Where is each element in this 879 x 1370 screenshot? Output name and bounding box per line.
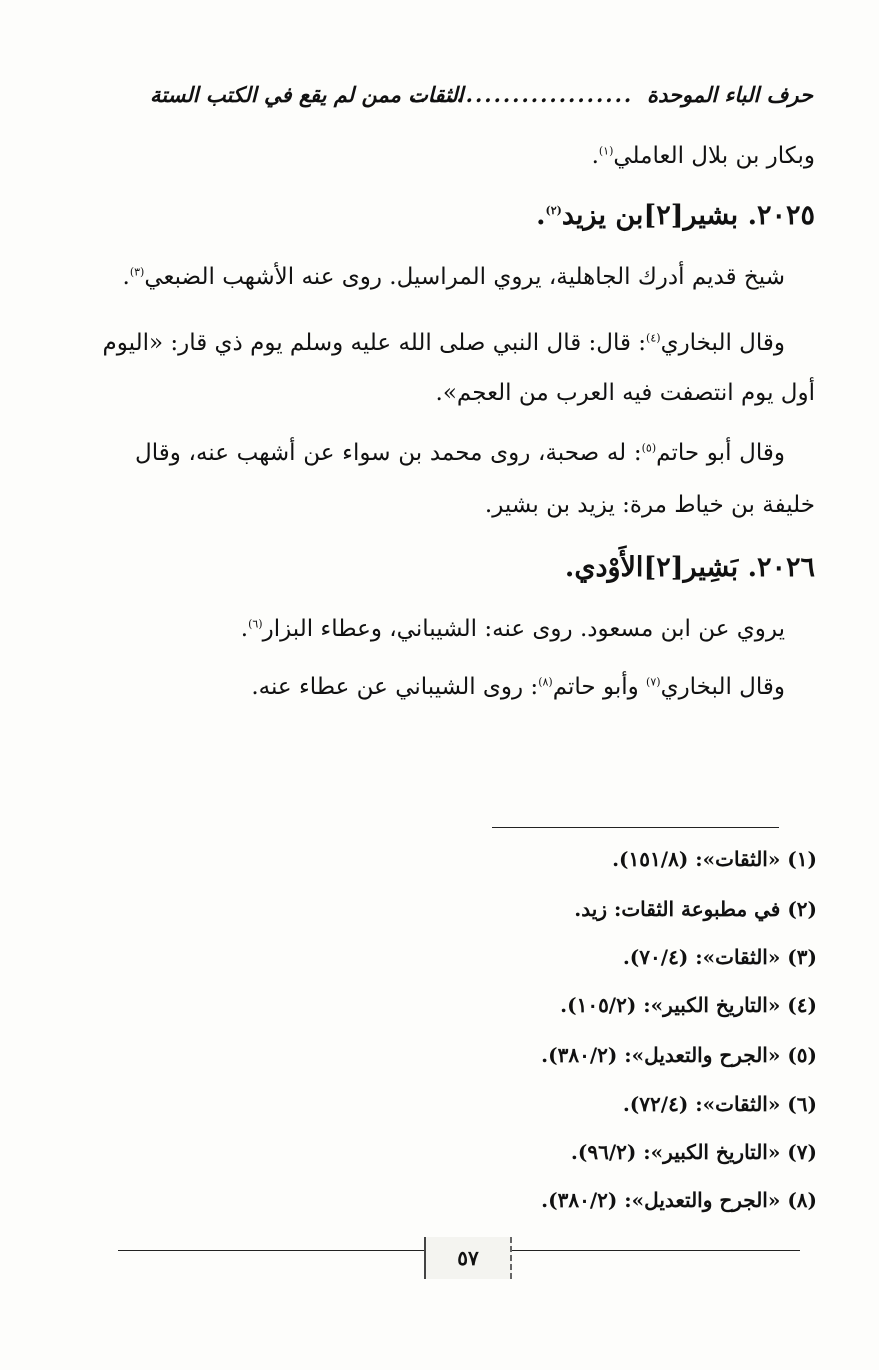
footnote-2: (٢) في مطبوعة الثقات: زيد. bbox=[574, 897, 817, 921]
footnote-ref-7: (٧) bbox=[646, 675, 661, 689]
page-number-text: ٥٧ bbox=[457, 1246, 479, 1270]
entry-name: بشير bbox=[683, 200, 739, 231]
period: . bbox=[240, 616, 249, 642]
footer-rule-right bbox=[508, 1250, 800, 1251]
paragraph-5 bbox=[251, 674, 785, 700]
paragraph-4 bbox=[241, 616, 785, 642]
paragraph-text: يروي عن ابن مسعود. روى عنه: الشيباني، وعطاء البزار bbox=[262, 616, 785, 642]
page-number bbox=[424, 1237, 512, 1279]
footnote-8: (٨) «الجرح والتعديل»: (٣٨٠/٢). bbox=[541, 1188, 817, 1212]
entry-bracket: [٢] bbox=[643, 552, 684, 583]
paragraph-text: وقال أبو حاتم bbox=[656, 440, 785, 466]
footnote-6: (٦) «الثقات»: (٧٢/٤). bbox=[622, 1092, 817, 1116]
footnote-ref-5: (٥) bbox=[641, 441, 657, 455]
continuation-line bbox=[592, 143, 815, 169]
paragraph-1 bbox=[123, 264, 786, 290]
header-dots: ........................ bbox=[409, 82, 634, 107]
paragraph-text: وأبو حاتم bbox=[552, 674, 647, 700]
period: . bbox=[564, 552, 575, 583]
entry-heading-2026 bbox=[565, 552, 815, 583]
paragraph-3-line-1 bbox=[135, 440, 785, 466]
entry-number: ٢٠٢٦. bbox=[747, 552, 815, 583]
running-header bbox=[150, 82, 813, 116]
paragraph-text: وقال البخاري bbox=[660, 674, 785, 700]
paragraph-text: : روى الشيباني عن عطاء عنه. bbox=[251, 674, 539, 700]
footnote-ref-4: (٤) bbox=[646, 331, 661, 345]
footnote-separator bbox=[492, 827, 779, 828]
entry-bracket: [٢] bbox=[643, 200, 684, 231]
entry-name-rest: الأَوْدي bbox=[574, 552, 644, 583]
paragraph-2-line-2 bbox=[436, 380, 815, 406]
period: . bbox=[536, 200, 546, 231]
footnote-ref-6: (٦) bbox=[248, 617, 263, 631]
paragraph-2-line-1 bbox=[102, 330, 785, 356]
header-book-title: الثقات ممن لم يقع في الكتب الستة bbox=[150, 82, 464, 107]
entry-heading-2025 bbox=[536, 200, 815, 231]
footnote-1: (١) «الثقات»: (١٥١/٨). bbox=[612, 847, 817, 871]
continuation-text: وبكار بن بلال العاملي bbox=[613, 143, 815, 169]
entry-name-rest: بن يزيد bbox=[561, 200, 644, 231]
paragraph-text: وقال البخاري bbox=[660, 330, 785, 356]
footnote-5: (٥) «الجرح والتعديل»: (٣٨٠/٢). bbox=[541, 1043, 817, 1067]
paragraph-text: شيخ قديم أدرك الجاهلية، يروي المراسيل. روى عنه الأشهب الضبعي bbox=[144, 264, 785, 290]
footnote-ref-3: (٣) bbox=[129, 265, 145, 279]
footnote-4: (٤) «التاريخ الكبير»: (١٠٥/٢). bbox=[560, 993, 817, 1017]
period: . bbox=[122, 264, 130, 290]
paragraph-3-line-2 bbox=[485, 492, 815, 518]
paragraph-text: خليفة بن خياط مرة: يزيد بن بشير. bbox=[484, 492, 815, 518]
paragraph-text: : له صحبة، روى محمد بن سواء عن أشهب عنه، وقال bbox=[135, 440, 642, 466]
paragraph-text: : قال: قال النبي صلى الله عليه وسلم يوم ذي قار: «اليوم bbox=[102, 330, 647, 356]
period: . bbox=[591, 143, 599, 169]
footnote-ref-1: (١) bbox=[598, 144, 614, 158]
footnote-7: (٧) «التاريخ الكبير»: (٩٦/٢). bbox=[570, 1140, 817, 1164]
footnote-ref-2: (٢) bbox=[545, 204, 562, 217]
entry-number: ٢٠٢٥. bbox=[747, 200, 815, 231]
entry-name: بَشِير bbox=[683, 552, 739, 583]
header-chapter: حرف الباء الموحدة bbox=[646, 82, 813, 107]
footnote-ref-8: (٨) bbox=[538, 675, 553, 689]
paragraph-text: أول يوم انتصفت فيه العرب من العجم». bbox=[435, 380, 815, 406]
footer-rule-left bbox=[118, 1250, 424, 1251]
footnote-3: (٣) «الثقات»: (٧٠/٤). bbox=[622, 945, 817, 969]
